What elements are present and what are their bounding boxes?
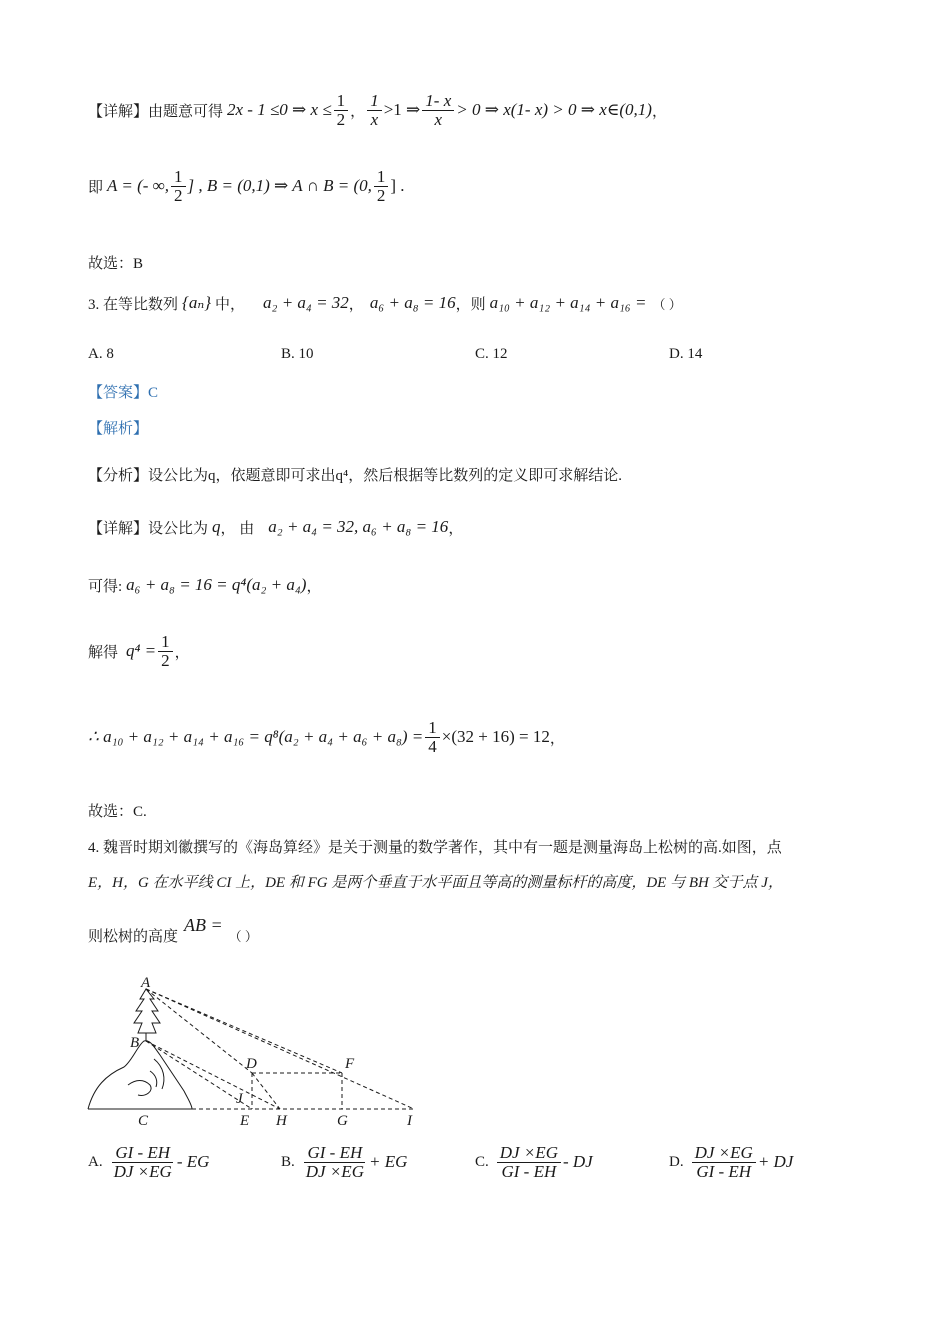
label-b: B <box>130 1035 140 1051</box>
separator: ， <box>348 296 364 313</box>
stem-text: 则松树的高度 <box>88 928 179 945</box>
label-e: E <box>240 1113 250 1129</box>
target-sum: a₁₀ + a₁₂ + a₁₄ + a₁₆ = <box>489 293 647 312</box>
q4-option-c <box>475 1136 593 1188</box>
math-text: > 0 ⇒ x(1- x) > 0 ⇒ x∈(0,1) <box>456 100 652 119</box>
separator: ， <box>549 730 565 747</box>
separator: ， <box>174 644 190 661</box>
ratio-symbol: q <box>212 517 221 536</box>
fraction: $\frac{1}{2}$ <box>158 633 173 670</box>
target-math: AB = <box>184 914 223 935</box>
separator: ， <box>306 578 322 595</box>
label-a: A <box>141 975 151 991</box>
answer-line-b: 故选：B <box>88 256 144 272</box>
step-math: q⁴ = <box>126 641 157 660</box>
option-tail: - EG <box>176 1152 210 1171</box>
fraction: $\frac{GI - EH}{DJ \times EG}$ <box>113 1142 172 1181</box>
q3-option-c: C. 12 <box>475 346 508 362</box>
q4-option-d <box>669 1136 793 1188</box>
step-label: 可得: <box>88 578 123 595</box>
detail-line-2 <box>88 162 405 210</box>
option-tail: - DJ <box>562 1152 593 1171</box>
answer-line-c: 故选：C. <box>88 804 147 820</box>
option-tail: + DJ <box>757 1152 794 1171</box>
condition-1: a₂ + a₄ = 32 <box>263 293 349 312</box>
option-letter: B. <box>281 1153 295 1170</box>
condition-2: a₆ + a₈ = 16 <box>369 293 456 312</box>
label-i: I <box>407 1113 412 1129</box>
label-d: D <box>246 1056 257 1072</box>
label-f: F <box>345 1056 355 1072</box>
sequence-symbol: {aₙ} <box>182 293 212 312</box>
math-text: ] . <box>390 176 405 195</box>
detail-label: 【详解】由题意可得 <box>88 103 224 120</box>
fraction: $\frac{GI - EH}{DJ \times EG}$ <box>305 1142 364 1181</box>
q3-option-b: B. 10 <box>281 346 314 362</box>
label-c: C <box>138 1113 149 1129</box>
q4-option-b <box>281 1136 407 1188</box>
separator: ， <box>350 103 366 120</box>
separator: ， <box>448 520 464 537</box>
math-text: A = (- ∞, <box>107 176 170 195</box>
separator: ， <box>651 103 667 120</box>
label-g: G <box>337 1113 348 1129</box>
q3-step-2 <box>88 626 190 676</box>
stem-text: 3. 在等比数列 <box>88 296 179 313</box>
option-letter: A. <box>88 1153 103 1170</box>
math-text: ] , B = (0,1) ⇒ A ∩ B = (0, <box>187 176 372 195</box>
q3-step-1 <box>88 568 321 602</box>
q4-line-3 <box>88 914 258 952</box>
answer-blank: （ ） <box>228 928 258 944</box>
answer-label: 【答案】C <box>88 385 159 401</box>
question-3-stem <box>88 286 682 320</box>
answer-blank: （ ） <box>652 296 682 312</box>
stem-text: 中， <box>215 296 246 313</box>
analysis-label: 【解析】 <box>88 421 149 437</box>
detail-text: 【详解】设公比为 <box>88 520 209 537</box>
fraction: $\frac{1}{4}$ <box>425 719 440 756</box>
option-letter: C. <box>475 1153 489 1170</box>
label-j: J <box>236 1091 243 1107</box>
q3-step-3 <box>88 712 565 762</box>
island-survey-figure <box>80 975 430 1135</box>
detail-text: ， 由 <box>220 520 255 537</box>
q4-line-2: E，H，G 在水平线 CI 上，DE 和 FG 是两个垂直于水平面且等高的测量标杆的高度，DE 与 BH 交于点 J， <box>88 875 783 891</box>
fraction: $\frac{1}{2}$ <box>334 92 349 129</box>
analysis-text: 【分析】设公比为q，依题意即可求出q⁴，然后根据等比数列的定义即可求解结论. <box>88 468 622 484</box>
stem-text: ，则 <box>455 296 486 313</box>
detail-math: a₂ + a₄ = 32, a₆ + a₈ = 16 <box>268 517 449 536</box>
math-inequality: 2x - 1 ≤0 ⇒ x ≤ <box>227 100 332 119</box>
option-letter: D. <box>669 1153 684 1170</box>
fraction: $\frac{1}{2}$ <box>374 168 389 205</box>
step-math: ×(32 + 16) = 12 <box>441 727 550 746</box>
fraction: $\frac{1}{x}$ <box>367 92 382 129</box>
fraction: $\frac{1}{2}$ <box>171 168 186 205</box>
step-math: ∴ a₁₀ + a₁₂ + a₁₄ + a₁₆ = q⁸(a₂ + a₄ + a₆ + a₈) = <box>88 727 424 746</box>
detail-line-1 <box>88 88 667 132</box>
q3-option-d: D. 14 <box>669 346 703 362</box>
step-label: 解得 <box>88 644 119 661</box>
option-tail: + EG <box>368 1152 408 1171</box>
q4-line-1: 4. 魏晋时期刘徽撰写的《海岛算经》是关于测量的数学著作，其中有一题是测量海岛上松树的高.如图，点 <box>88 840 782 856</box>
math-text: >1 ⇒ <box>383 100 421 119</box>
q3-detail-line <box>88 510 463 544</box>
label-h: H <box>276 1113 287 1129</box>
step-math: a₆ + a₈ = 16 = q⁴(a₂ + a₄) <box>126 575 307 594</box>
fraction: $\frac{1- x}{x}$ <box>422 92 454 129</box>
prefix-text: 即 <box>88 179 104 196</box>
q4-option-a <box>88 1136 209 1188</box>
fraction: $\frac{DJ \times EG}{GI - EH}$ <box>497 1144 561 1181</box>
fraction: $\frac{DJ \times EG}{GI - EH}$ <box>692 1144 756 1181</box>
q3-option-a: A. 8 <box>88 346 114 362</box>
